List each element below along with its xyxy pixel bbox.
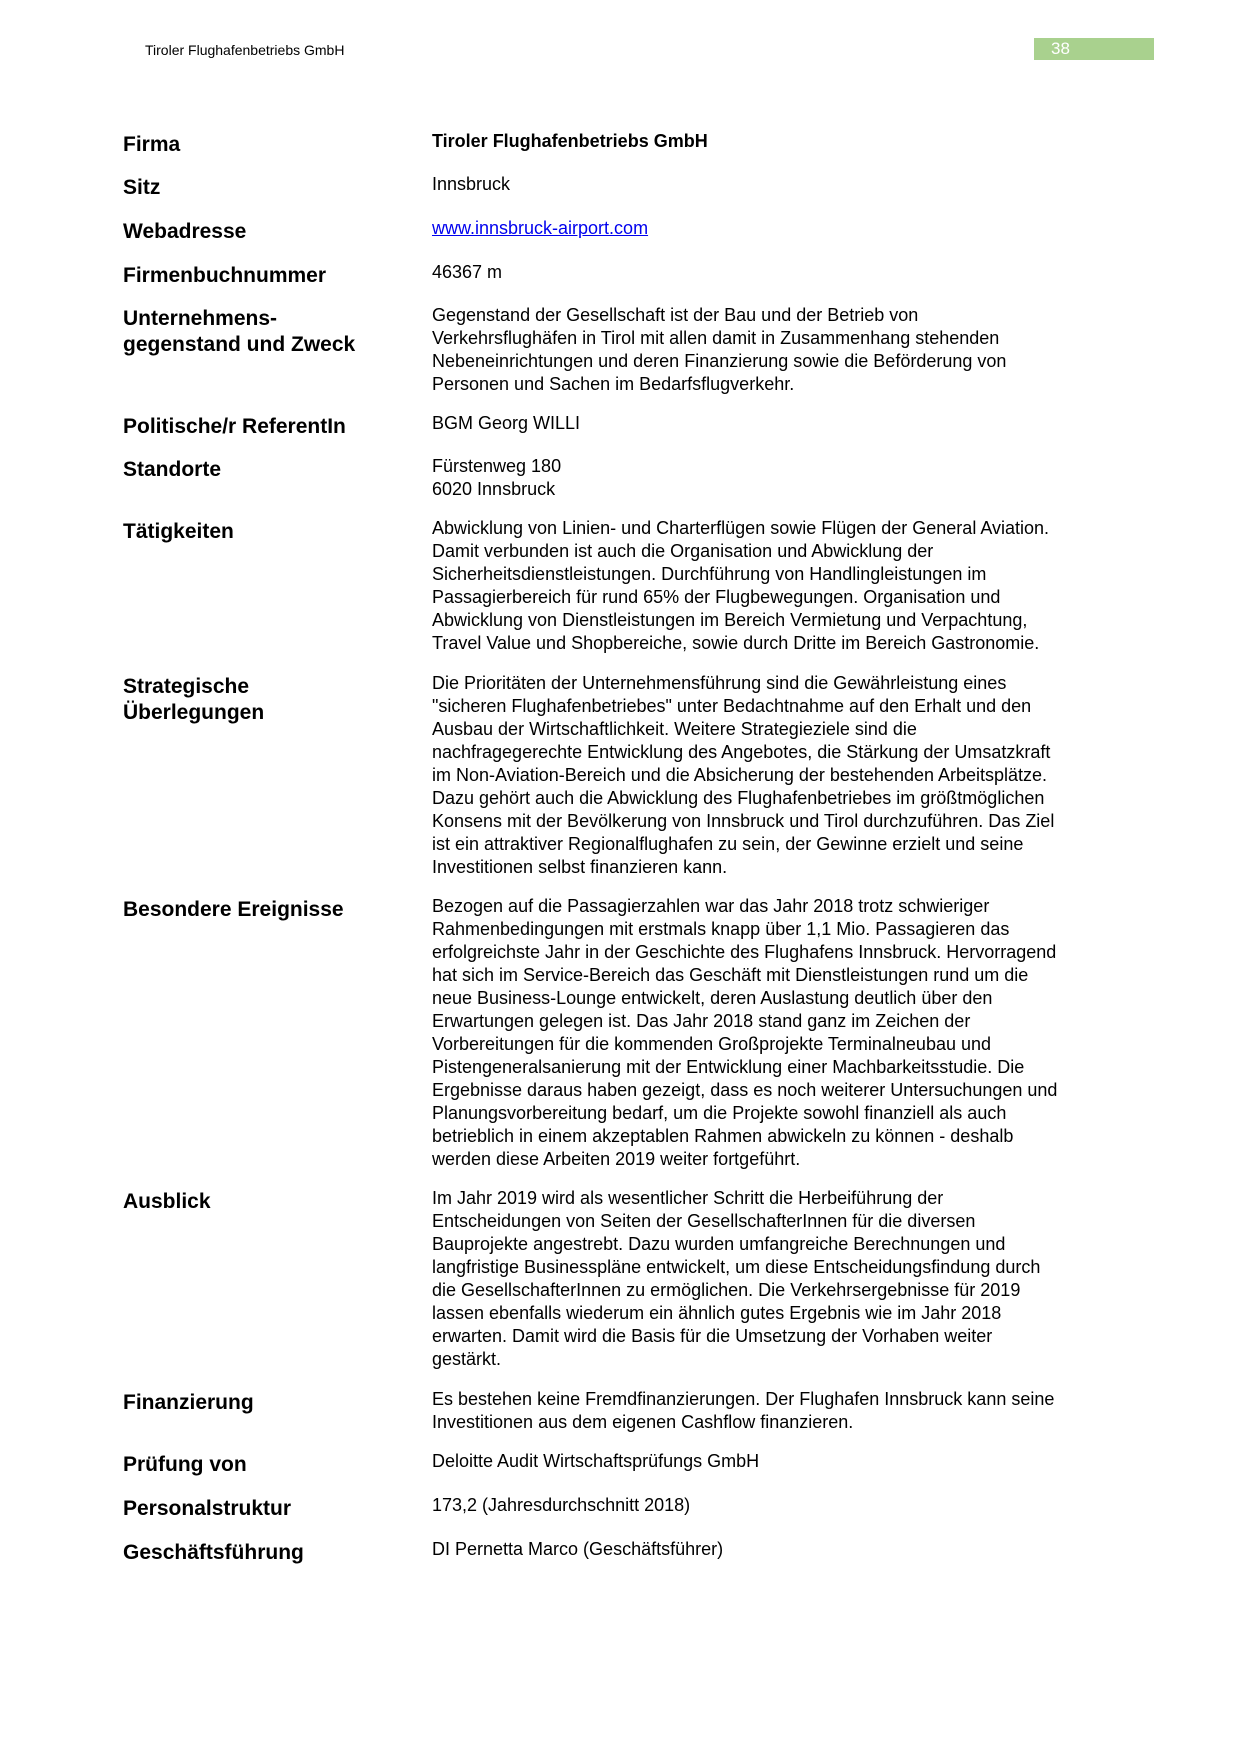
value-line: Entscheidungen von Seiten der GesellschafterInnen für die diversen [432, 1211, 976, 1231]
value-line: Abwicklung von Dienstleistungen im Bereich Vermietung und Verpachtung, [432, 610, 1028, 630]
field-value [432, 1388, 1192, 1434]
value-line: Gegenstand der Gesellschaft ist der Bau und der Betrieb von [432, 305, 919, 325]
field-label [123, 1189, 423, 1215]
value-line: Verkehrsflughäfen in Tirol mit allen damit in Zusammenhang stehenden [432, 328, 1000, 348]
label-line: Firma [123, 133, 181, 156]
field-label [123, 175, 423, 201]
value-line: Pistengeneralsanierung mit der Entwicklung einer Machbarkeitsstudie. Die [432, 1057, 1025, 1077]
value-line: Tiroler Flughafenbetriebs GmbH [432, 131, 708, 151]
field-label [123, 897, 423, 923]
field-label [123, 306, 423, 358]
field-value [432, 895, 1192, 1171]
value-line: Personen und Sachen im Bedarfsflugverkehr. [432, 374, 795, 394]
value-line: Dazu gehört auch die Abwicklung des Flughafenbetriebes im größtmöglichen [432, 788, 1045, 808]
value-line: Investitionen aus dem eigenen Cashflow finanzieren. [432, 1412, 854, 1432]
label-line: Geschäftsführung [123, 1541, 304, 1564]
field-label [123, 1452, 423, 1478]
label-line: Überlegungen [123, 701, 265, 724]
label-line: Personalstruktur [123, 1497, 292, 1520]
field-value [432, 173, 1192, 196]
page-number: 38 [1034, 38, 1154, 60]
label-line: Sitz [123, 176, 161, 199]
field-value [432, 517, 1192, 655]
field-label [123, 1496, 423, 1522]
field-label [123, 674, 423, 726]
label-line: Unternehmens- [123, 307, 278, 330]
value-line: Innsbruck [432, 174, 511, 194]
label-line: Besondere Ereignisse [123, 898, 344, 921]
field-label [123, 219, 423, 245]
field-label [123, 1540, 423, 1566]
label-line: Prüfung von [123, 1453, 247, 1476]
value-line: hat sich im Service-Bereich das Geschäft mit Dienstleistungen rund um die [432, 965, 1029, 985]
value-line: langfristige Businesspläne entwickelt, um diese Entscheidungsfindung durch [432, 1257, 1041, 1277]
value-line: 173,2 (Jahresdurchschnitt 2018) [432, 1495, 691, 1515]
value-line: Sicherheitsdienstleistungen. Durchführung von Handlingleistungen im [432, 564, 987, 584]
field-value [432, 1538, 1192, 1561]
field-value [432, 1450, 1192, 1473]
value-line: 46367 m [432, 262, 503, 282]
field-label [123, 263, 423, 289]
label-line: Politische/r ReferentIn [123, 415, 346, 438]
value-line: Erwartungen gelegen ist. Das Jahr 2018 stand ganz im Zeichen der [432, 1011, 971, 1031]
value-line: Nebeneinrichtungen und deren Finanzierung sowie die Beförderung von [432, 351, 1007, 371]
value-line: 6020 Innsbruck [432, 479, 556, 499]
label-line: Tätigkeiten [123, 520, 234, 543]
label-line: Standorte [123, 458, 222, 481]
field-value [432, 412, 1192, 435]
value-line: Damit verbunden ist auch die Organisation und Abwicklung der [432, 541, 934, 561]
value-line: Bauprojekte angestrebt. Dazu wurden umfangreiche Berechnungen und [432, 1234, 1006, 1254]
value-line: die GesellschafterInnen zu ermöglichen. Die Verkehrsergebnisse für 2019 [432, 1280, 1021, 1300]
field-label [123, 132, 423, 158]
label-line: Firmenbuchnummer [123, 264, 327, 287]
value-line: Fürstenweg 180 [432, 456, 562, 476]
label-line: Webadresse [123, 220, 247, 243]
value-line: gestärkt. [432, 1349, 502, 1369]
value-line: nachfragegerechte Entwicklung des Angebotes, die Stärkung der Umsatzkraft [432, 742, 1051, 762]
value-line: lassen ebenfalls wiederum ein ähnlich gutes Ergebnis wie im Jahr 2018 [432, 1303, 1002, 1323]
value-line: ist ein attraktiver Regionalflughafen zu sein, der Gewinne erzielt und seine [432, 834, 1024, 854]
field-label [123, 519, 423, 545]
value-line: erfolgreichste Jahr in der Geschichte des Flughafens Innsbruck. Hervorragend [432, 942, 1057, 962]
value-line: im Non-Aviation-Bereich und die Absicherung der bestehenden Arbeitsplätze. [432, 765, 1048, 785]
value-line: erwarten. Damit wird die Basis für die Umsetzung der Vorhaben weiter [432, 1326, 993, 1346]
value-line: Investitionen selbst finanzieren kann. [432, 857, 728, 877]
value-line: neue Business-Lounge entwickelt, deren Auslastung deutlich über den [432, 988, 993, 1008]
field-value [432, 672, 1192, 879]
running-header: Tiroler Flughafenbetriebs GmbH [145, 42, 345, 58]
field-value [432, 217, 1192, 240]
field-value [432, 1494, 1192, 1517]
field-value [432, 261, 1192, 284]
value-line: Passagierbereich für rund 65% der Flugbewegungen. Organisation und [432, 587, 1001, 607]
field-value [432, 1187, 1192, 1371]
value-line: Vorbereitungen für die kommenden Großprojekte Terminalneubau und [432, 1034, 992, 1054]
field-label [123, 414, 423, 440]
field-value [432, 304, 1192, 396]
value-line: Deloitte Audit Wirtschaftsprüfungs GmbH [432, 1451, 760, 1471]
value-line: BGM Georg WILLI [432, 413, 581, 433]
label-line: gegenstand und Zweck [123, 333, 356, 356]
label-line: Strategische [123, 675, 250, 698]
value-line: Ergebnisse daraus haben gezeigt, dass es noch weiterer Untersuchungen und [432, 1080, 1058, 1100]
value-line: DI Pernetta Marco (Geschäftsführer) [432, 1539, 724, 1559]
field-label [123, 1390, 423, 1416]
value-line: Bezogen auf die Passagierzahlen war das Jahr 2018 trotz schwieriger [432, 896, 990, 916]
value-line: "sicheren Flughafenbetriebes" unter Bedachtnahme auf den Erhalt und den [432, 696, 1032, 716]
value-line: Abwicklung von Linien- und Charterflügen sowie Flügen der General Aviation. [432, 518, 1050, 538]
label-line: Finanzierung [123, 1391, 254, 1414]
value-line: Planungsvorbereitung bedarf, um die Projekte sowohl finanziell als auch [432, 1103, 1007, 1123]
field-value [432, 455, 1192, 501]
value-line: Es bestehen keine Fremdfinanzierungen. Der Flughafen Innsbruck kann seine [432, 1389, 1055, 1409]
value-line: Im Jahr 2019 wird als wesentlicher Schritt die Herbeiführung der [432, 1188, 944, 1208]
value-line: Travel Value und Shopbereiche, sowie durch Dritte im Bereich Gastronomie. [432, 633, 1040, 653]
website-link[interactable]: www.innsbruck-airport.com [432, 218, 649, 238]
value-line: werden diese Arbeiten 2019 weiter fortgeführt. [432, 1149, 801, 1169]
value-line: Rahmenbedingungen mit erstmals knapp über 1,1 Mio. Passagieren das [432, 919, 1010, 939]
field-value [432, 130, 1192, 153]
value-line: Die Prioritäten der Unternehmensführung sind die Gewährleistung eines [432, 673, 1007, 693]
label-line: Ausblick [123, 1190, 211, 1213]
value-line: Konsens mit der Bevölkerung von Innsbruck und Tirol durchzuführen. Das Ziel [432, 811, 1055, 831]
field-label [123, 457, 423, 483]
value-line: Ausbau der Wirtschaftlichkeit. Weitere Strategieziele sind die [432, 719, 917, 739]
value-line: betrieblich in einem akzeptablen Rahmen abwickeln zu können - deshalb [432, 1126, 1014, 1146]
